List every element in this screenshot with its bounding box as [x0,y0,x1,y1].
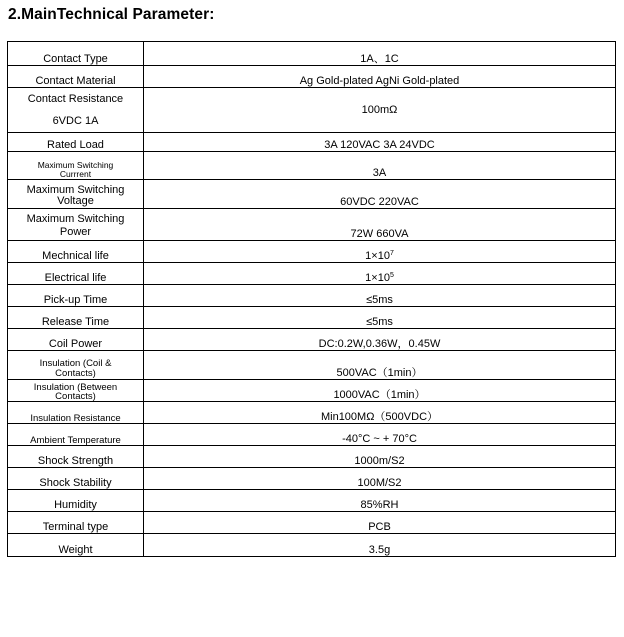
table-row [8,534,616,557]
param-value: 1A、1C [144,42,616,66]
param-label-line: Contacts) [55,390,96,402]
param-value: 1000m/S2 [144,446,616,468]
table-row [8,285,616,307]
table-row [8,468,616,490]
table-row [8,329,616,351]
param-value: ≤5ms [144,285,616,307]
param-label-line: Insulation (Coil & [39,358,112,370]
param-label-line: Currrent [59,169,92,180]
param-label-line: Maximum Switching [26,183,125,196]
param-label-line: 6VDC 1A [52,115,99,127]
param-value: 100mΩ [144,88,616,133]
table-row [8,490,616,512]
param-label-line: Voltage [57,195,94,208]
param-label: Electrical life [8,263,144,285]
table-row [8,209,616,241]
param-label: Terminal type [8,512,144,534]
technical-parameter-table [7,41,616,557]
table-row [8,263,616,285]
table-row [8,351,616,380]
param-label: Pick-up Time [8,285,144,307]
table-row [8,66,616,88]
table-row [8,424,616,446]
value-exponent: 7 [389,250,394,257]
section-heading: 2.MainTechnical Parameter: [8,6,215,23]
param-label: Shock Stability [8,468,144,490]
param-label [8,209,144,241]
param-label: Weight [8,534,144,557]
param-value: 85%RH [144,490,616,512]
param-label: Contact Material [8,66,144,88]
param-value: 72W 660VA [144,209,616,241]
param-label-line: Maximum Switching [37,160,114,171]
param-label [8,180,144,209]
param-label-line: Contact Resistance [27,93,124,105]
table-row [8,446,616,468]
param-label-line: Maximum Switching [26,212,125,225]
param-label: Coil Power [8,329,144,351]
param-label: Mechnical life [8,241,144,263]
param-label: Contact Type [8,42,144,66]
param-value: PCB [144,512,616,534]
param-label: Shock Strength [8,446,144,468]
param-label-line: Contacts) [55,368,96,380]
table-row [8,402,616,424]
param-label: Humidity [8,490,144,512]
value-base: 1×10 [365,272,390,284]
param-value: 500VAC（1min） [144,351,616,380]
param-label [8,88,144,133]
table-row [8,88,616,133]
param-label: Rated Load [8,133,144,152]
param-value [144,241,616,263]
param-label: Insulation Resistance [8,402,144,424]
param-value: -40°C ~ + 70°C [144,424,616,446]
param-value: DC:0.2W,0.36W，0.45W [144,329,616,351]
param-value: 100M/S2 [144,468,616,490]
param-value: 3A [144,152,616,180]
table-row [8,180,616,209]
param-value: 1000VAC（1min） [144,380,616,402]
param-label [8,351,144,380]
table-row [8,307,616,329]
param-value: 3A 120VAC 3A 24VDC [144,133,616,152]
param-label: Ambient Temperature [8,424,144,446]
table-row [8,133,616,152]
param-value [144,263,616,285]
param-label: Release Time [8,307,144,329]
param-label-line: Power [59,226,92,239]
table-row [8,42,616,66]
param-value: Min100MΩ（500VDC） [144,402,616,424]
value-exponent: 5 [389,272,394,279]
table-row [8,152,616,180]
param-value: Ag Gold-plated AgNi Gold-plated [144,66,616,88]
param-value: ≤5ms [144,307,616,329]
param-label [8,152,144,180]
param-label [8,380,144,402]
param-value: 60VDC 220VAC [144,180,616,209]
param-value: 3.5g [144,534,616,557]
table-row [8,241,616,263]
param-label-line: Insulation (Between [33,381,118,393]
value-base: 1×10 [365,250,390,262]
table-row [8,512,616,534]
table-row [8,380,616,402]
